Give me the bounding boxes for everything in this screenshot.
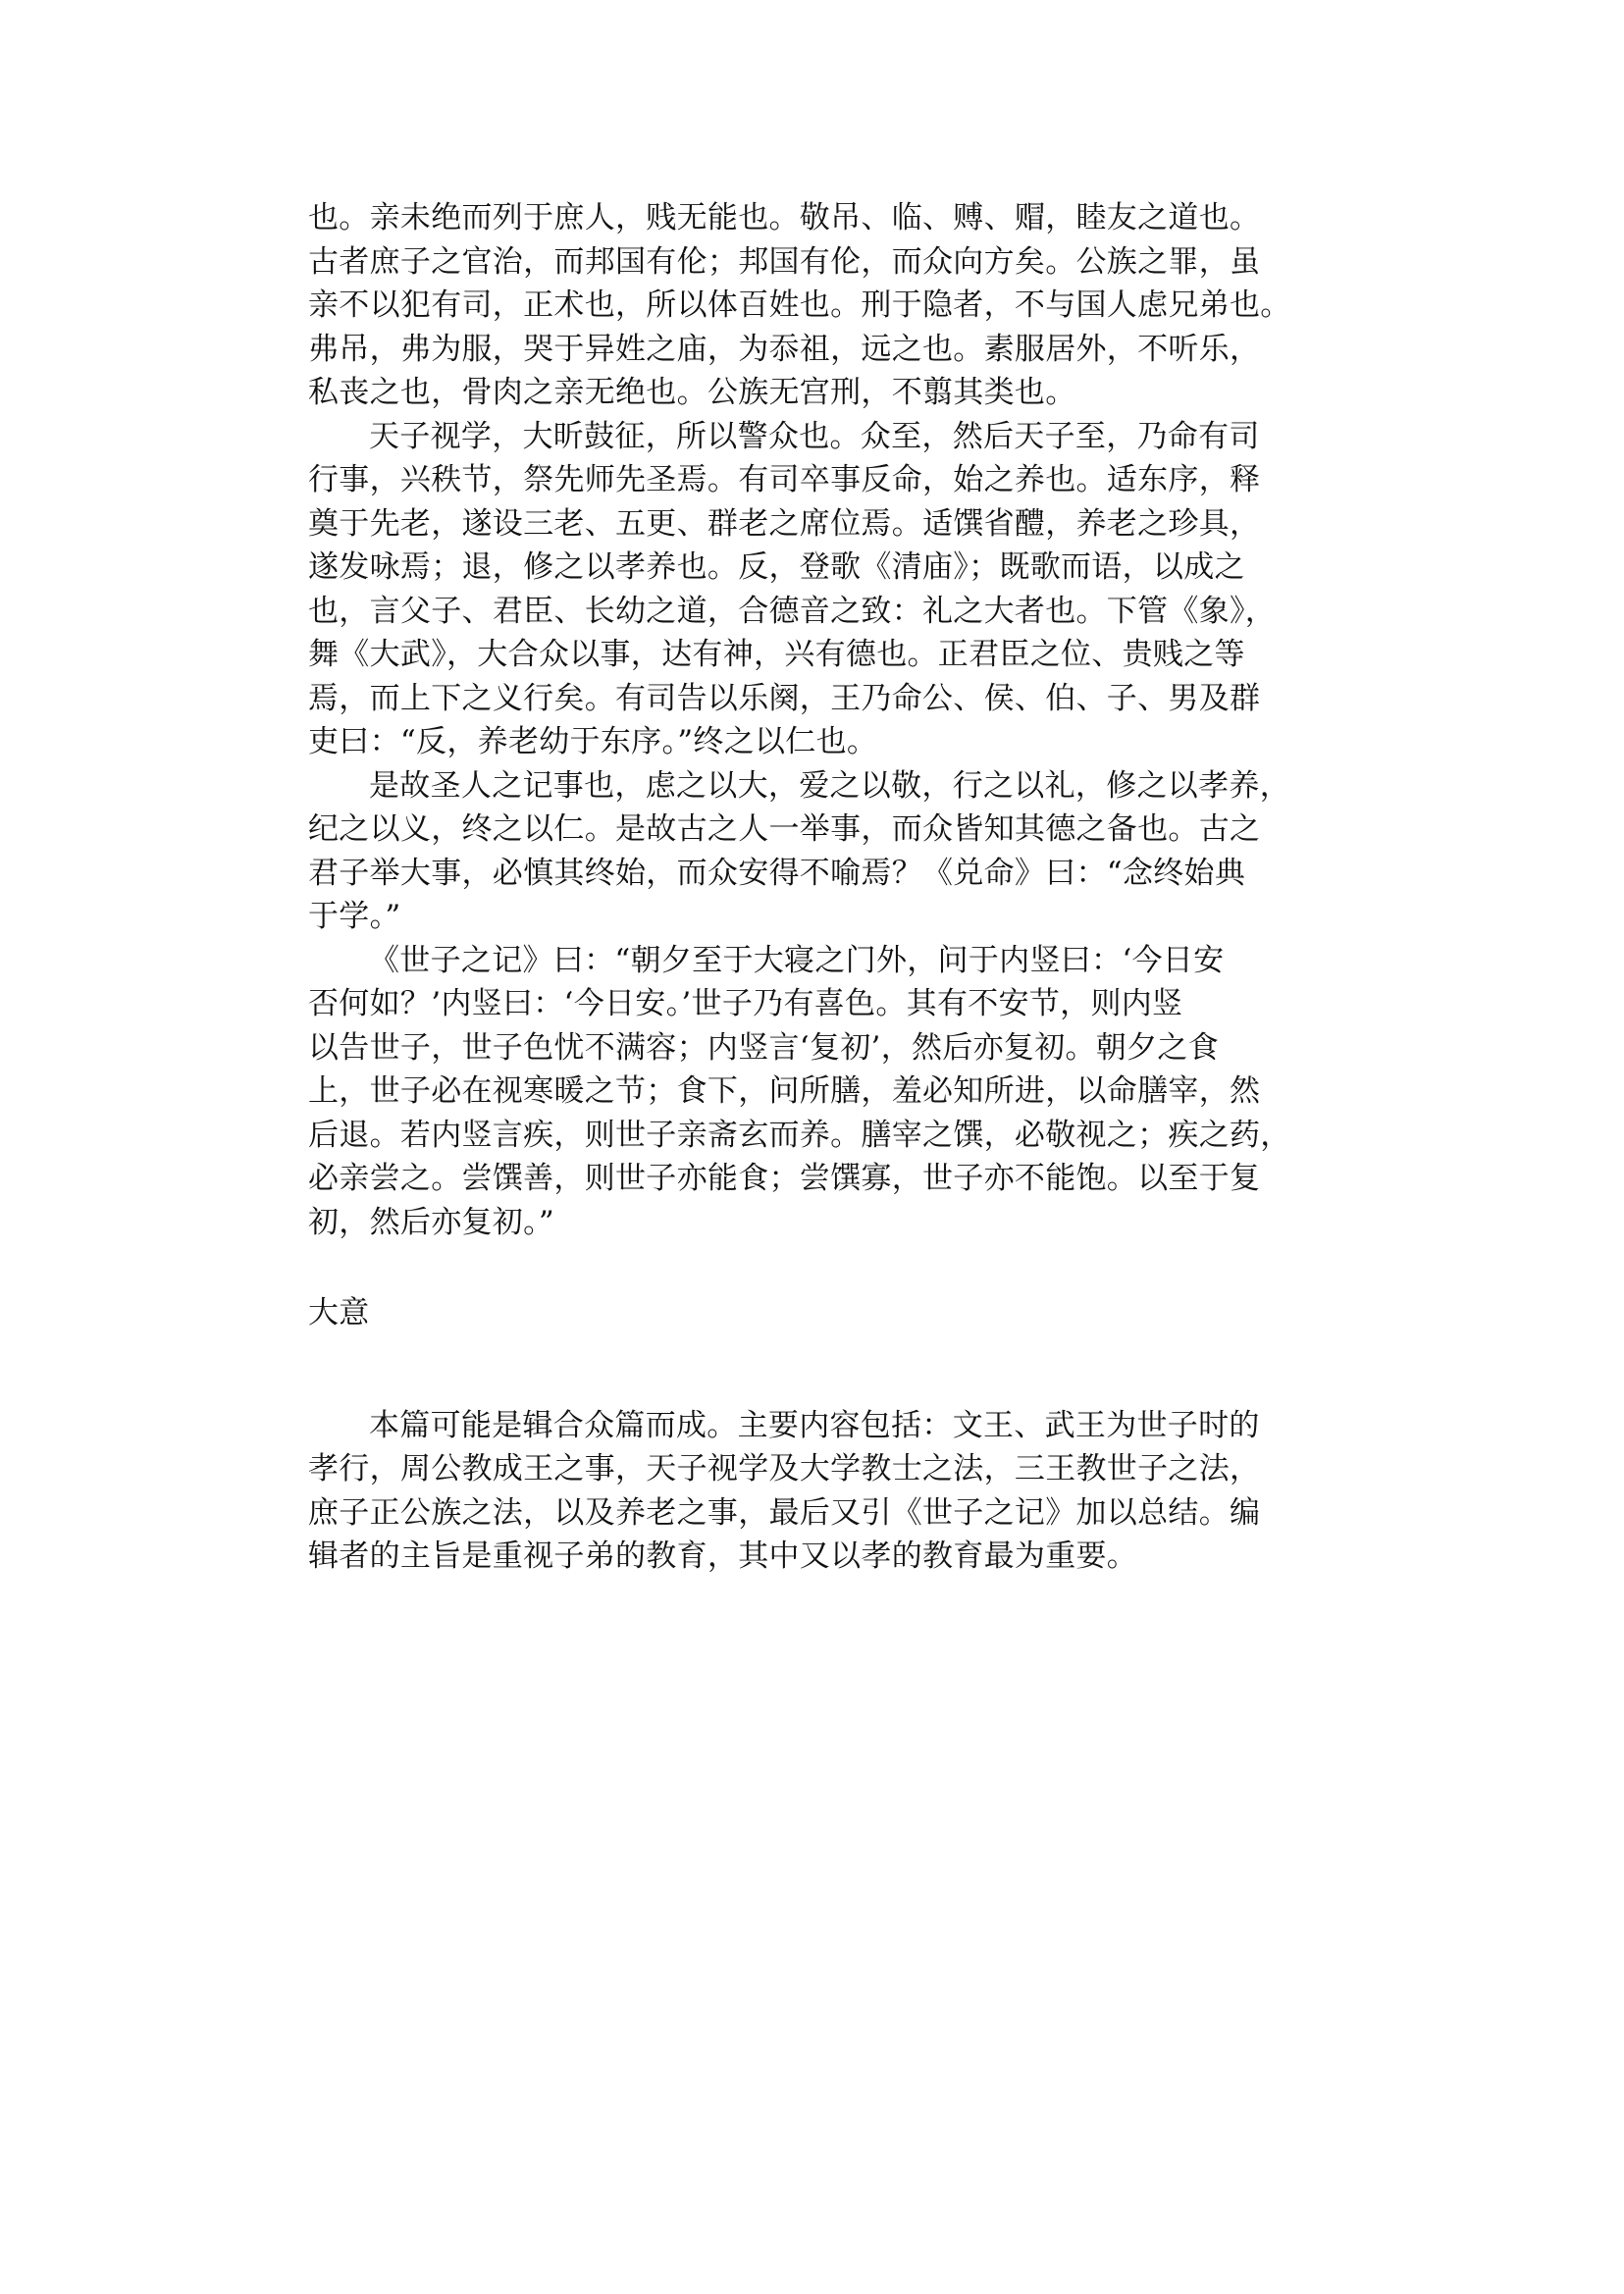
text-line: 必亲尝之。尝馔善，则世子亦能食；尝馔寡，世子亦不能饱。以至于复 [308,1161,1261,1196]
text-line: 也。亲未绝而列于庶人，贱无能也。敬吊、临、赙、赗，睦友之道也。 [308,200,1261,235]
text-line: 于学。” [308,899,401,934]
text-line: 行事，兴秩节，祭先师先圣焉。有司卒事反命，始之养也。适东序，释 [308,462,1261,497]
text-line: 以告世子，世子色忧不满容；内竖言‘复初’，然后亦复初。朝夕之食 [308,1029,1220,1066]
text-line: 后退。若内竖言疾，则世子亲斋玄而养。膳宰之馔，必敬视之；疾之药， [308,1117,1291,1153]
text-line: 本篇可能是辑合众篇而成。主要内容包括：文王、武王为世子时的 [369,1407,1260,1443]
text-line: 亲不以犯有司，正术也，所以体百姓也。刑于隐者，不与国人虑兄弟也。 [308,287,1291,323]
section-heading: 大意 [308,1295,370,1330]
paragraph-shizi-zhiji [308,939,1348,1245]
text-line: 庶子正公族之法，以及养老之事，最后又引《世子之记》加以总结。编 [308,1494,1261,1531]
document-page [308,196,1348,1579]
text-line: 舞《大武》，大合众以事，达有神，兴有德也。正君臣之位、贵贱之等 [308,637,1245,672]
text-line: 初，然后亦复初。” [308,1204,555,1240]
text-line: 辑者的主旨是重视子弟的教育，其中又以孝的教育最为重要。 [308,1538,1138,1574]
text-line: 也，言父子、君臣、长幼之道，合德音之致：礼之大者也。下管《象》， [308,593,1277,629]
text-line: 孝行，周公教成王之事，天子视学及大学教士之法，三王教世子之法， [308,1451,1261,1486]
paragraph-tianzi-shixue [308,415,1348,764]
text-line: 遂发咏焉；退，修之以孝养也。反，登歌《清庙》；既歌而语，以成之 [308,549,1245,585]
text-line: 奠于先老，遂设三老、五更、群老之席位焉。适馔省醴，养老之珍具， [308,505,1261,542]
paragraph-gongzu [308,196,1348,415]
text-line: 君子举大事，必慎其终始，而众安得不喻焉？《兑命》曰：“念终始典 [308,855,1246,891]
paragraph-shengren-jishi [308,764,1348,939]
text-line: 上，世子必在视寒暖之节；食下，问所膳，羞必知所进，以命膳宰，然 [308,1073,1261,1109]
text-line: 私丧之也，骨肉之亲无绝也。公族无宫刑，不翦其类也。 [308,375,1076,410]
paragraph-summary [308,1404,1348,1579]
text-line: 吏曰：“反，养老幼于东序。”终之以仁也。 [308,724,878,759]
text-line: 弗吊，弗为服，哭于异姓之庙，为忝祖，远之也。素服居外，不听乐， [308,331,1261,367]
text-line: 是故圣人之记事也，虑之以大，爱之以敬，行之以礼，修之以孝养， [369,767,1290,804]
text-line: 焉，而上下之义行矣。有司告以乐阕，王乃命公、侯、伯、子、男及群 [308,680,1261,716]
text-line: 纪之以义，终之以仁。是故古之人一举事，而众皆知其德之备也。古之 [308,811,1261,847]
text-line: 天子视学，大昕鼓征，所以警众也。众至，然后天子至，乃命有司 [369,418,1260,454]
text-line: 《世子之记》曰：“朝夕至于大寝之门外，问于内竖曰：‘今日安 [369,942,1225,978]
text-line: 古者庶子之官治，而邦国有伦；邦国有伦，而众向方矣。公族之罪，虽 [308,243,1261,280]
text-line: 否何如？’内竖曰：‘今日安。’世子乃有喜色。其有不安节，则内竖 [308,986,1183,1021]
